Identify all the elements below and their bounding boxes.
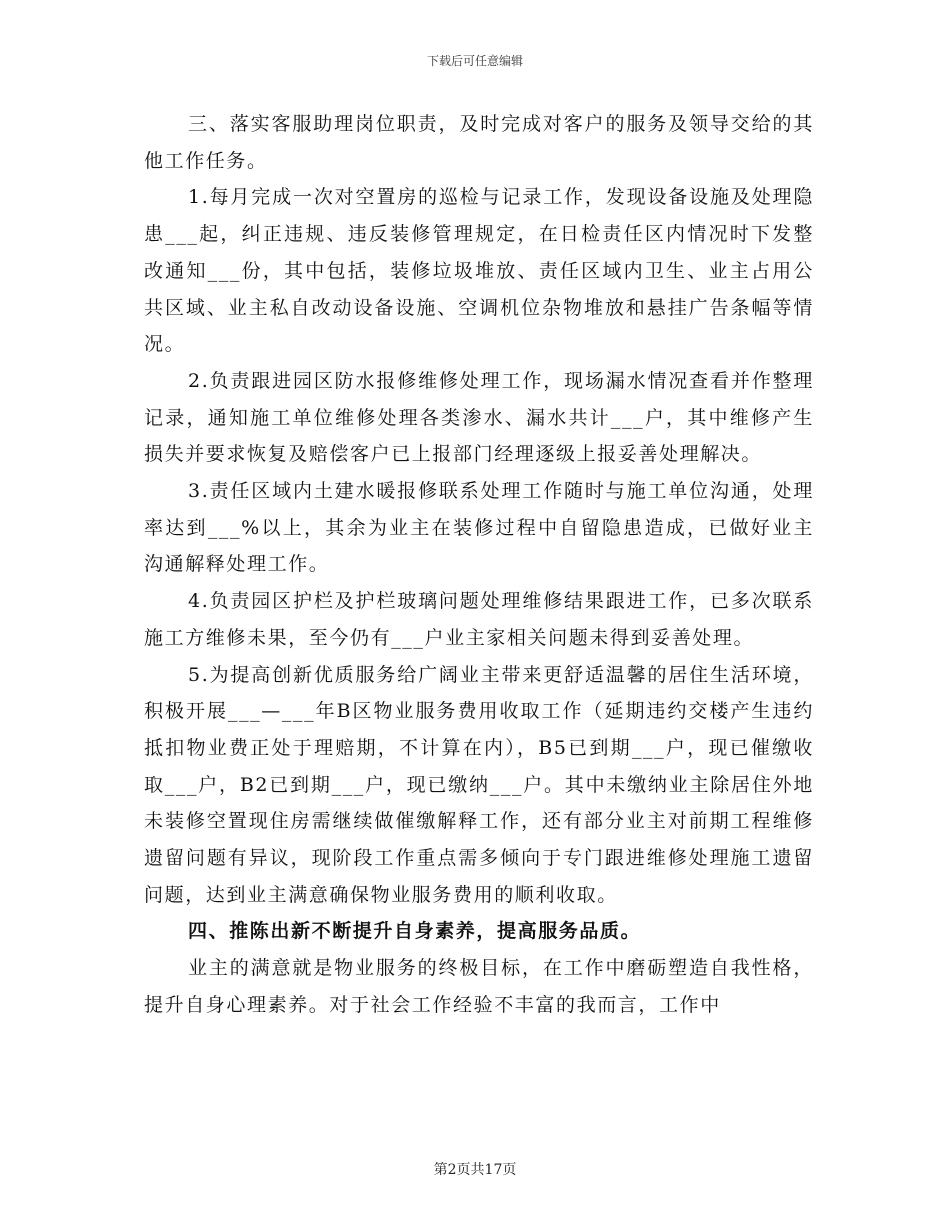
item-5-paragraph: 5.为提高创新优质服务给广阔业主带来更舒适温馨的居住生活环境，积极开展___—___年B区物业服务费用收取工作（延期违约交楼产生违约抵扣物业费正处于理赔期，不计算在内），B5已到期___户，现已催缴收取___户，B2已到期___户，现已缴纳___户。其中未缴纳业主除居住外地未装修空置现住房需继续做催缴解释工作，还有部分业主对前期工程维修遗留问题有异议，现阶段工作重点需多倾向于专门跟进维修处理施工遗留问题，达到业主满意确保物业服务费用的顺利收取。 — [144, 663, 814, 906]
section-four-paragraph: 业主的满意就是物业服务的终极目标，在工作中磨砺塑造自我性格，提升自身心理素养。对于社会工作经验不丰富的我而言，工作中 — [144, 957, 814, 1016]
document-body — [144, 106, 814, 1024]
item-3-paragraph: 3.责任区域内土建水暖报修联系处理工作随时与施工单位沟通，处理率达到___%以上，其余为业主在装修过程中自留隐患造成，已做好业主沟通解释处理工作。 — [144, 480, 814, 576]
section-three-heading: 三、落实客服助理岗位职责，及时完成对客户的服务及领导交给的其他工作任务。 — [144, 113, 814, 172]
item-2-paragraph: 2.负责跟进园区防水报修维修处理工作，现场漏水情况查看并作整理记录，通知施工单位维修处理各类渗水、漏水共计___户，其中维修产生损失并要求恢复及赔偿客户已上报部门经理逐级上报妥善处理解决。 — [144, 369, 814, 466]
item-1-paragraph: 1.每月完成一次对空置房的巡检与记录工作，发现设备设施及处理隐患___起，纠正违规、违反装修管理规定，在日检责任区内情况时下发整改通知___份，其中包括，装修垃圾堆放、责任区域内卫生、业主占用公共区域、业主私自改动设备设施、空调机位杂物堆放和悬挂广告条幅等情况。 — [144, 186, 814, 356]
page-number-footer: 第2页共17页 — [433, 1162, 517, 1178]
header-note: 下载后可任意编辑 — [426, 54, 523, 68]
item-4-paragraph: 4.负责园区护栏及护栏玻璃问题处理维修结果跟进工作，已多次联系施工方维修未果，至今仍有___户业主家相关问题未得到妥善处理。 — [144, 590, 814, 649]
section-four-heading: 四、推陈出新不断提升自身素养，提高服务品质。 — [188, 920, 642, 943]
